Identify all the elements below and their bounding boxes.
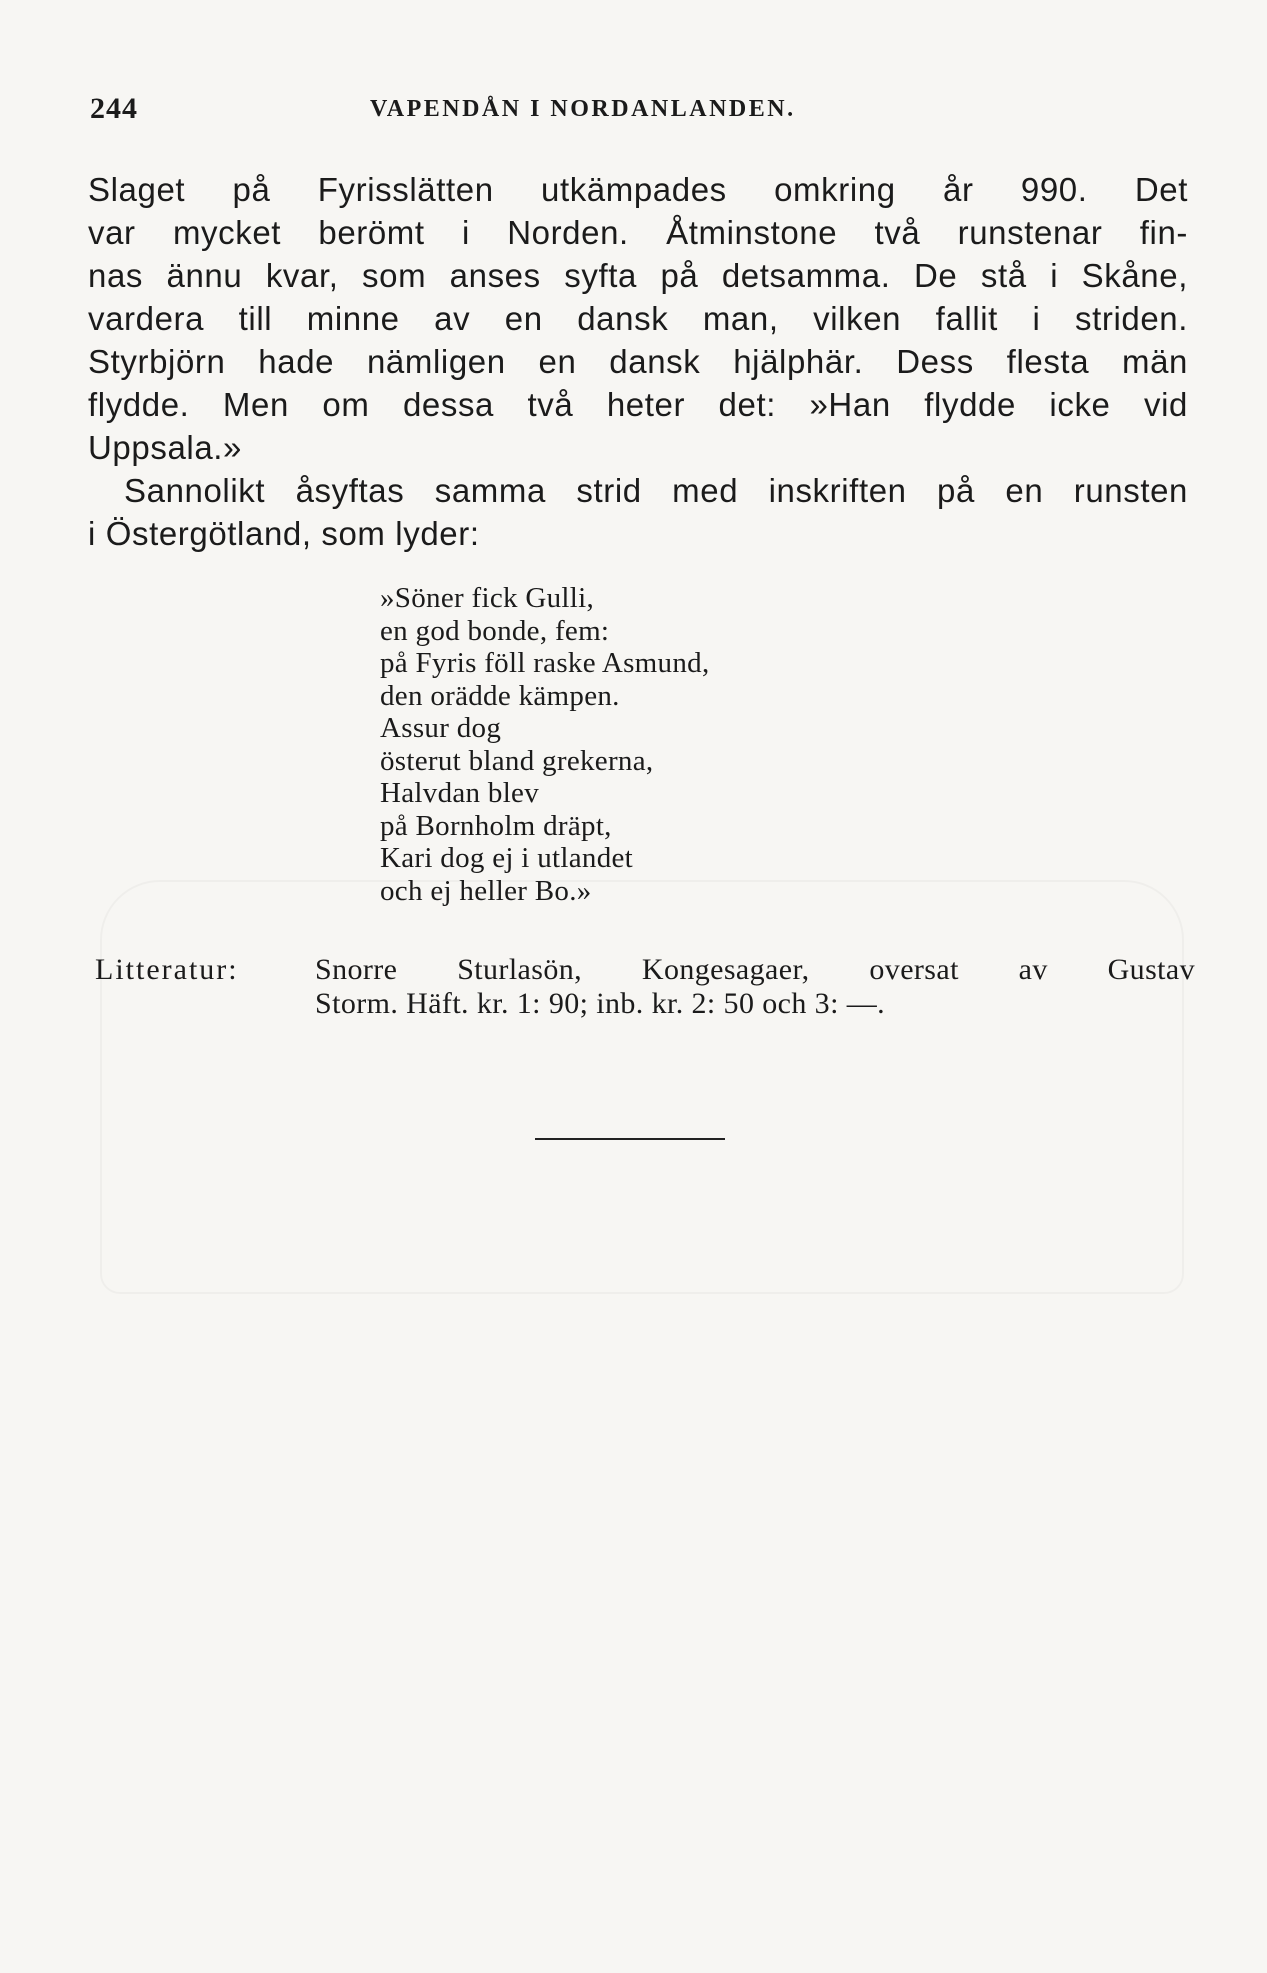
text-line: Sannolikt åsyftas samma strid med inskriften på en runsten bbox=[124, 472, 1188, 509]
literature-text bbox=[315, 953, 1195, 1021]
text-line: i Östergötland, som lyder: bbox=[88, 515, 480, 552]
poem-line: Halvdan blev bbox=[380, 777, 540, 809]
poem-line: den orädde kämpen. bbox=[380, 679, 620, 712]
poem-line: en god bonde, fem: bbox=[380, 614, 610, 647]
poem-line: på Fyris föll raske Asmund, bbox=[380, 647, 710, 679]
poem-line: Assur dog bbox=[380, 712, 502, 744]
poem-line: österut bland grekerna, bbox=[380, 744, 654, 777]
paragraph-1 bbox=[88, 168, 1188, 469]
text-line: vardera till minne av en dansk man, vilken fallit i striden. bbox=[88, 300, 1188, 337]
bleed-through-image bbox=[100, 880, 1184, 1294]
text-line: var mycket berömt i Norden. Åtminstone två runstenar fin- bbox=[88, 214, 1188, 251]
poem-line: Kari dog ej i utlandet bbox=[380, 842, 634, 874]
text-line: nas ännu kvar, som anses syfta på detsamma. De stå i Skåne, bbox=[88, 257, 1188, 294]
page-number: 244 bbox=[90, 92, 138, 125]
literature-label: Litteratur: bbox=[95, 953, 239, 986]
poem-line: på Bornholm dräpt, bbox=[380, 809, 612, 842]
section-divider bbox=[535, 1138, 725, 1140]
text-line: Uppsala.» bbox=[88, 429, 242, 466]
running-head bbox=[90, 92, 1200, 132]
poem-line: och ej heller Bo.» bbox=[380, 874, 592, 907]
literature-line: Storm. Häft. kr. 1: 90; inb. kr. 2: 50 och 3: —. bbox=[315, 987, 886, 1020]
text-line: flydde. Men om dessa två heter det: »Han flydde icke vid bbox=[88, 386, 1188, 423]
literature-line: Snorre Sturlasön, Kongesagaer, oversat av Gustav bbox=[315, 953, 1195, 986]
body-text bbox=[88, 168, 1188, 555]
running-title: VAPENDÅN I NORDANLANDEN. bbox=[370, 96, 796, 122]
runic-inscription-poem bbox=[380, 582, 710, 907]
poem-line: »Söner fick Gulli, bbox=[380, 582, 595, 614]
paragraph-2 bbox=[88, 469, 1188, 555]
text-line: Slaget på Fyrisslätten utkämpades omkring år 990. Det bbox=[88, 171, 1188, 208]
text-line: Styrbjörn hade nämligen en dansk hjälphär. Dess flesta män bbox=[88, 343, 1188, 380]
